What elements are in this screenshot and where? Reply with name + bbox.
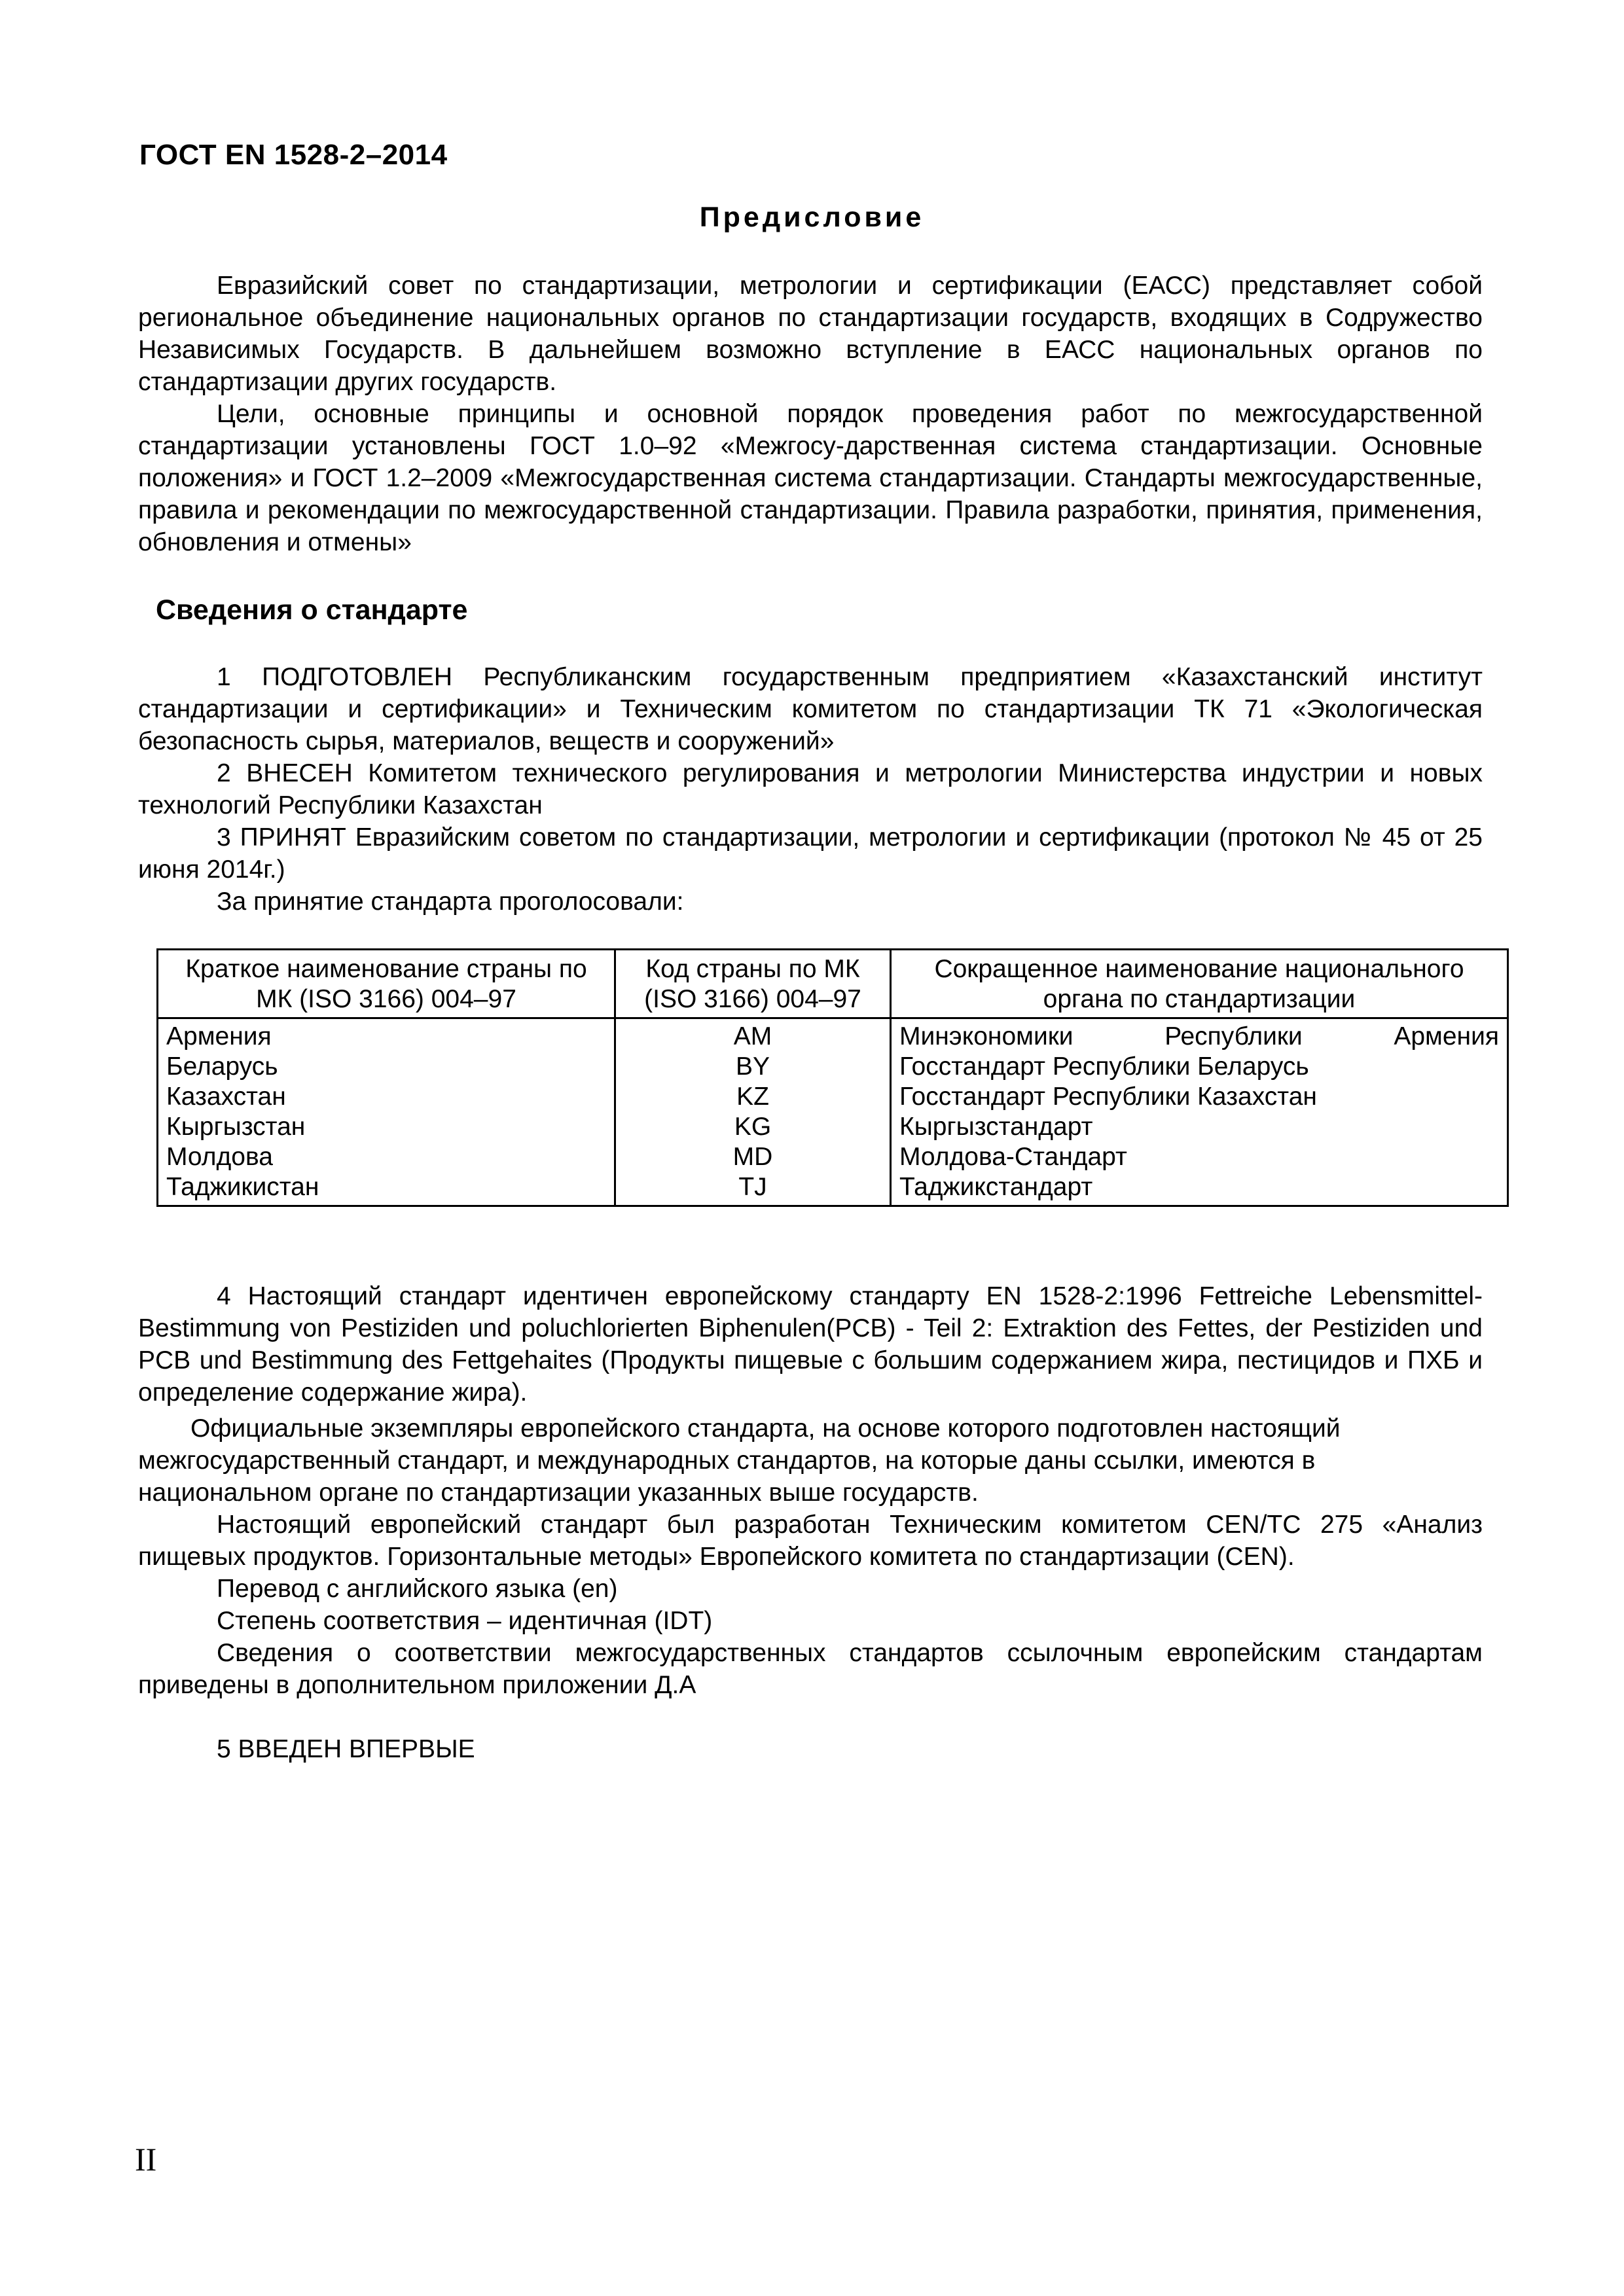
- foreword-title: Предисловие: [699, 202, 925, 233]
- country-code: BY: [615, 1052, 891, 1082]
- table-row: [158, 1142, 1508, 1172]
- standards-body: Молдова-Стандарт: [891, 1142, 1508, 1172]
- country-name: Казахстан: [158, 1082, 615, 1112]
- standards-body-word: Республики: [1164, 1022, 1303, 1050]
- voting-countries-table: [156, 948, 1509, 1207]
- standard-info-paragraph: Настоящий европейский стандарт был разработан Техническим комитетом CEN/TC 275 «Анализ пищевых продуктов. Горизонтальные методы» Европейского комитета по стандартизации (CEN).: [138, 1511, 1483, 1571]
- table-row: [158, 1112, 1508, 1142]
- table-row: [158, 1172, 1508, 1206]
- table-header-row: [158, 950, 1508, 1018]
- standard-info-item: 2 ВНЕСЕН Комитетом технического регулирования и метрологии Министерства индустрии и новых технологий Республики Казахстан: [138, 759, 1483, 819]
- country-name: Молдова: [158, 1142, 615, 1172]
- country-code: KG: [615, 1112, 891, 1142]
- header-country-code: Код страны по МК (ISO 3166) 004–97: [615, 950, 891, 1018]
- table-row: [158, 1082, 1508, 1112]
- country-code: AM: [615, 1018, 891, 1052]
- country-code: KZ: [615, 1082, 891, 1112]
- standard-info-heading: Сведения о стандарте: [156, 594, 468, 626]
- standard-info-paragraph: Перевод с английского языка (en): [217, 1575, 618, 1603]
- standard-info-item4: [138, 1280, 1483, 1701]
- standard-info-paragraph: Сведения о соответствии межгосударственных стандартов ссылочным европейским стандартам приведены в дополнительном приложении Д.А: [138, 1639, 1483, 1699]
- standard-info-items: [138, 661, 1483, 918]
- standard-info-item5: 5 ВВЕДЕН ВПЕРВЫЕ: [217, 1735, 475, 1763]
- country-code: TJ: [615, 1172, 891, 1206]
- foreword-paragraph: Цели, основные принципы и основной порядок проведения работ по межгосударственной стандартизации установлены ГОСТ 1.0–92 «Межгосу-дарственная система стандартизации. Основные положения» и ГОСТ 1.2–2009 «Межгосударственная система стандартизации. Стандарты межгосударственные, правила и рекомендации по межгосударственной стандартизации. Правила разработки, принятия, применения, обновления и отмены»: [138, 400, 1483, 556]
- standards-body-word: Армения: [1394, 1022, 1499, 1050]
- standard-info-paragraph: 4 Настоящий стандарт идентичен европейскому стандарту EN 1528-2:1996 Fettreiche Lebensmittel-Bestimmung von Pestiziden und poluchlorierten Biphenulen(PCB) - Teil 2: Extraktion des Fettes, der Pestiziden und PCB und Bestimmung des Fettgehaites (Продукты пищевые с большим содержанием жира, пестицидов и ПХБ и определение содержание жира).: [138, 1282, 1483, 1407]
- standards-body: Госстандарт Республики Беларусь: [891, 1052, 1508, 1082]
- country-name: Таджикистан: [158, 1172, 615, 1206]
- country-name: Армения: [158, 1018, 615, 1052]
- standards-body: Кыргызстандарт: [891, 1112, 1508, 1142]
- country-name: Кыргызстан: [158, 1112, 615, 1142]
- standard-info-item: За принятие стандарта проголосовали:: [217, 888, 684, 916]
- standard-info-item: 3 ПРИНЯТ Евразийским советом по стандартизации, метрологии и сертификации (протокол № 45 от 25 июня 2014г.): [138, 823, 1483, 884]
- standard-info-item5-block: [138, 1733, 1483, 1765]
- country-code: MD: [615, 1142, 891, 1172]
- foreword-body: [138, 270, 1483, 558]
- standards-body: [891, 1018, 1508, 1052]
- foreword-paragraph: Евразийский совет по стандартизации, метрологии и сертификации (ЕАСС) представляет собой региональное объединение национальных органов по стандартизации государств, входящих в Содружество Независимых Государств. В дальнейшем возможно вступление в ЕАСС национальных органов по стандартизации других государств.: [138, 272, 1483, 396]
- standard-info-paragraph: Официальные экземпляры европейского стандарта, на основе которого подготовлен настоящий межгосударственный стандарт, и международных стандартов, на которые даны ссылки, имеются в национальном органе по стандартизации указанных выше государств.: [138, 1414, 1341, 1507]
- table-row: [158, 1018, 1508, 1052]
- header-country-name: Краткое наименование страны по МК (ISO 3166) 004–97: [158, 950, 615, 1018]
- standard-info-paragraph: Степень соответствия – идентичная (IDT): [217, 1607, 713, 1635]
- standards-body: Таджикстандарт: [891, 1172, 1508, 1206]
- table-row: [158, 1052, 1508, 1082]
- header-standards-body: Сокращенное наименование национального органа по стандартизации: [891, 950, 1508, 1018]
- standards-body: Госстандарт Республики Казахстан: [891, 1082, 1508, 1112]
- document-header-title: ГОСТ EN 1528-2–2014: [139, 139, 448, 171]
- page-number: II: [135, 2141, 157, 2178]
- standard-info-item: 1 ПОДГОТОВЛЕН Республиканским государственным предприятием «Казахстанский институт стандартизации и сертификации» и Техническим комитетом по стандартизации ТК 71 «Экологическая безопасность сырья, материалов, веществ и сооружений»: [138, 663, 1483, 755]
- standards-body-word: Минэкономики: [899, 1022, 1074, 1050]
- country-name: Беларусь: [158, 1052, 615, 1082]
